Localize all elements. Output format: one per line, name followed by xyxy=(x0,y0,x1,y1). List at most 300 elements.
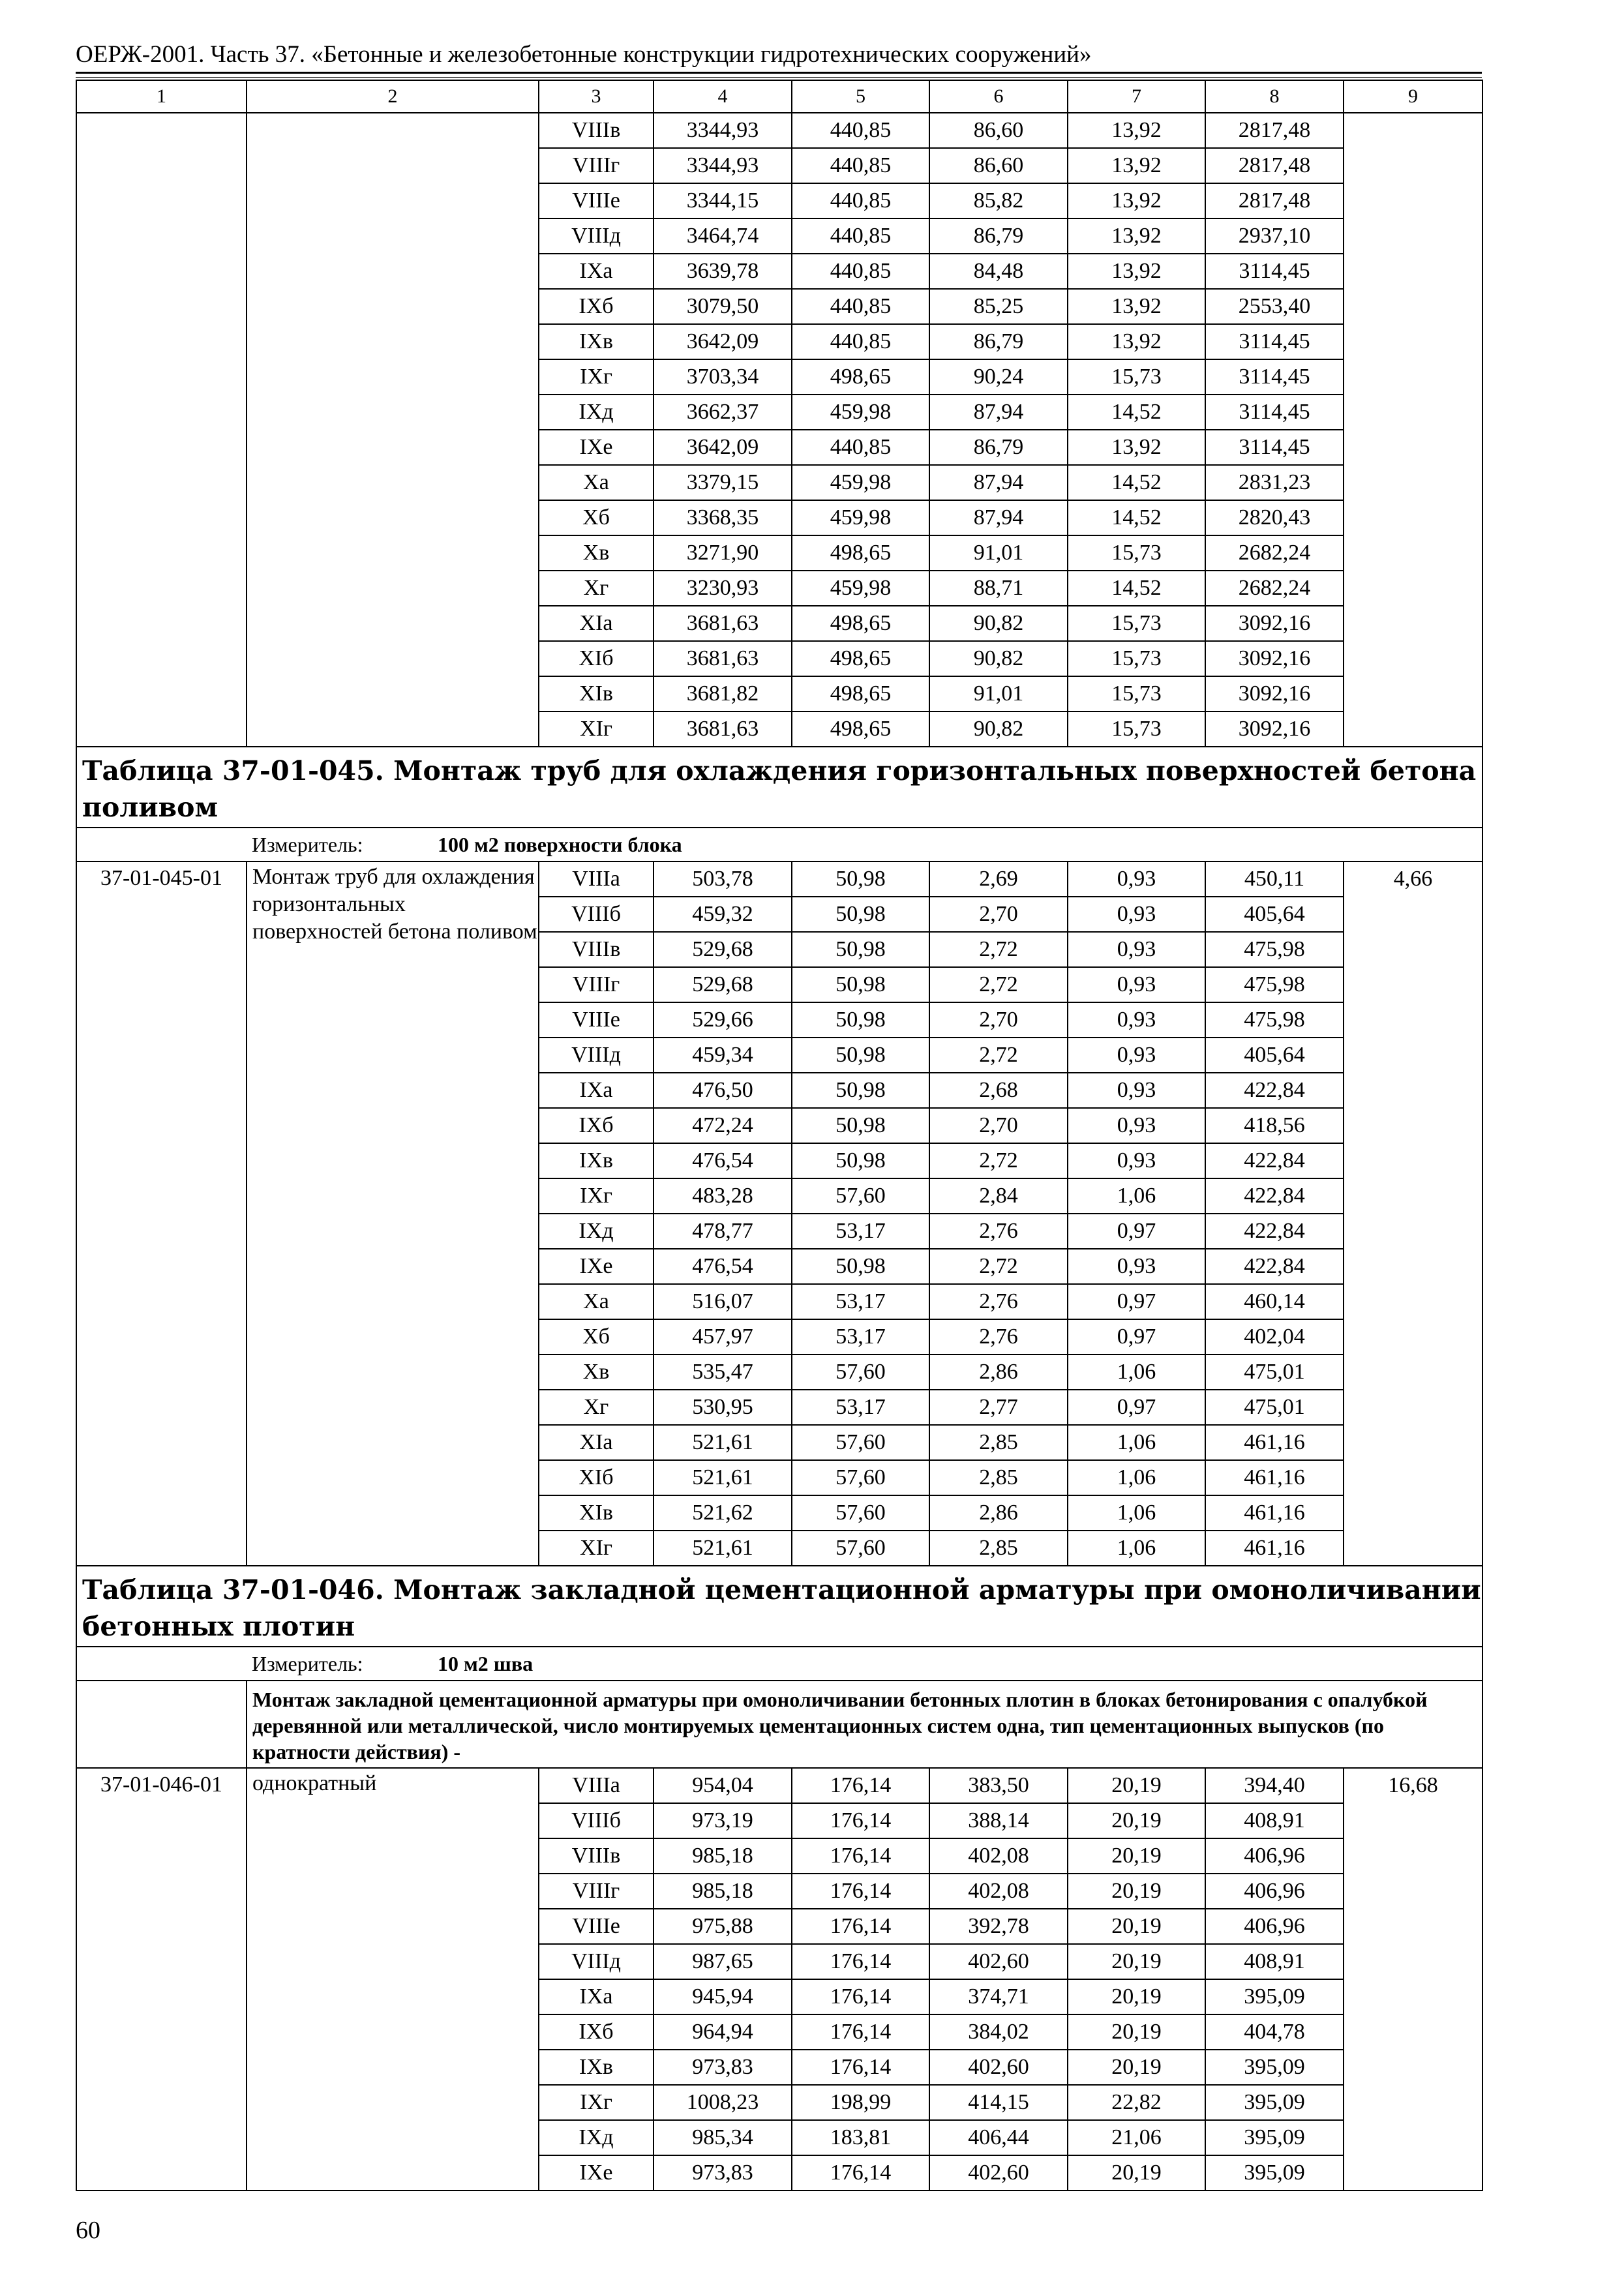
value-cell: 20,19 xyxy=(1068,2014,1205,2050)
value-cell: 395,09 xyxy=(1205,2085,1344,2120)
value-cell: 521,61 xyxy=(654,1425,792,1460)
zone-cell: VIIIб xyxy=(539,1803,654,1838)
value-cell: 404,78 xyxy=(1205,2014,1344,2050)
zone-cell: VIIIг xyxy=(539,1874,654,1909)
value-cell: 50,98 xyxy=(792,1073,929,1108)
value-cell: 50,98 xyxy=(792,861,929,897)
value-cell: 2,72 xyxy=(929,1249,1068,1284)
table-title: Таблица 37-01-045. Монтаж труб для охлаждения горизонтальных поверхностей бетона поливом xyxy=(76,747,1482,828)
value-cell: 176,14 xyxy=(792,1979,929,2014)
zone-cell: VIIIг xyxy=(539,148,654,183)
value-cell: 0,93 xyxy=(1068,932,1205,967)
value-cell: 460,14 xyxy=(1205,1284,1344,1319)
value-cell: 3681,63 xyxy=(654,606,792,641)
value-cell: 405,64 xyxy=(1205,897,1344,932)
value-cell: 3344,93 xyxy=(654,148,792,183)
value-cell: 57,60 xyxy=(792,1531,929,1566)
value-cell: 529,68 xyxy=(654,967,792,1002)
value-cell: 3271,90 xyxy=(654,535,792,571)
value-cell: 3464,74 xyxy=(654,218,792,254)
zone-cell: Xг xyxy=(539,571,654,606)
value-cell: 529,68 xyxy=(654,932,792,967)
value-cell: 3379,15 xyxy=(654,465,792,500)
value-cell: 535,47 xyxy=(654,1354,792,1390)
table-title-row xyxy=(76,1566,1482,1647)
zone-cell: IXв xyxy=(539,1143,654,1178)
value-cell: 440,85 xyxy=(792,324,929,359)
value-cell: 3662,37 xyxy=(654,395,792,430)
value-cell: 3639,78 xyxy=(654,254,792,289)
value-cell: 521,61 xyxy=(654,1460,792,1495)
zone-cell: Xг xyxy=(539,1390,654,1425)
value-cell: 498,65 xyxy=(792,711,929,747)
value-cell: 13,92 xyxy=(1068,254,1205,289)
value-cell: 395,09 xyxy=(1205,2120,1344,2155)
value-cell: 402,60 xyxy=(929,2050,1068,2085)
column-number: 9 xyxy=(1344,80,1482,113)
value-cell: 13,92 xyxy=(1068,218,1205,254)
value-cell: 3114,45 xyxy=(1205,254,1344,289)
zone-cell: IXа xyxy=(539,254,654,289)
value-cell: 0,93 xyxy=(1068,861,1205,897)
value-cell: 402,60 xyxy=(929,1944,1068,1979)
value-cell: 422,84 xyxy=(1205,1143,1344,1178)
value-cell: 2,72 xyxy=(929,1143,1068,1178)
value-cell: 50,98 xyxy=(792,1108,929,1143)
zone-cell: IXе xyxy=(539,2155,654,2191)
value-cell: 87,94 xyxy=(929,395,1068,430)
value-cell: 176,14 xyxy=(792,2155,929,2191)
zone-cell: VIIIе xyxy=(539,1909,654,1944)
value-cell: 176,14 xyxy=(792,2050,929,2085)
value-cell: 0,93 xyxy=(1068,1073,1205,1108)
value-cell: 422,84 xyxy=(1205,1073,1344,1108)
value-cell: 176,14 xyxy=(792,1944,929,1979)
value-cell: 3092,16 xyxy=(1205,606,1344,641)
value-cell: 2,70 xyxy=(929,1108,1068,1143)
value-cell: 2817,48 xyxy=(1205,113,1344,148)
zone-cell: IXв xyxy=(539,324,654,359)
value-cell: 2,72 xyxy=(929,967,1068,1002)
value-cell: 459,98 xyxy=(792,500,929,535)
value-cell: 3114,45 xyxy=(1205,395,1344,430)
header-rule-thin xyxy=(76,77,1482,78)
column-number: 6 xyxy=(929,80,1068,113)
item-name-cell: однократный xyxy=(247,1768,539,2191)
value-cell: 503,78 xyxy=(654,861,792,897)
value-cell: 973,83 xyxy=(654,2050,792,2085)
value-cell: 475,98 xyxy=(1205,967,1344,1002)
value-cell: 406,96 xyxy=(1205,1838,1344,1874)
value-cell: 15,73 xyxy=(1068,359,1205,395)
zone-cell: XIг xyxy=(539,1531,654,1566)
value-cell: 3092,16 xyxy=(1205,676,1344,711)
value-cell: 964,94 xyxy=(654,2014,792,2050)
price-table xyxy=(76,80,1483,2191)
value-cell: 84,48 xyxy=(929,254,1068,289)
value-cell: 3703,34 xyxy=(654,359,792,395)
value-cell: 91,01 xyxy=(929,676,1068,711)
value-cell: 91,01 xyxy=(929,535,1068,571)
value-cell: 176,14 xyxy=(792,1838,929,1874)
value-cell: 476,54 xyxy=(654,1249,792,1284)
col9-cell xyxy=(1344,113,1482,747)
zone-cell: Xб xyxy=(539,1319,654,1354)
measure-row xyxy=(76,828,1482,861)
page-header: ОЕРЖ-2001. Часть 37. «Бетонные и железобетонные конструкции гидротехнических сооружений» xyxy=(76,41,1092,68)
value-cell: 2553,40 xyxy=(1205,289,1344,324)
col9-cell: 4,66 xyxy=(1344,861,1482,1566)
value-cell: 15,73 xyxy=(1068,711,1205,747)
zone-cell: IXб xyxy=(539,2014,654,2050)
measure-label: Измеритель: xyxy=(252,833,363,856)
zone-cell: IXд xyxy=(539,1214,654,1249)
value-cell: 3681,63 xyxy=(654,711,792,747)
column-number: 5 xyxy=(792,80,929,113)
zone-cell: IXг xyxy=(539,359,654,395)
value-cell: 50,98 xyxy=(792,932,929,967)
value-cell: 3344,93 xyxy=(654,113,792,148)
value-cell: 383,50 xyxy=(929,1768,1068,1803)
item-name-cell: Монтаж труб для охлаждения горизонтальных поверхностей бетона поливом xyxy=(247,861,539,1566)
value-cell: 85,25 xyxy=(929,289,1068,324)
value-cell: 3368,35 xyxy=(654,500,792,535)
zone-cell: VIIIд xyxy=(539,218,654,254)
zone-cell: XIв xyxy=(539,676,654,711)
value-cell: 57,60 xyxy=(792,1425,929,1460)
value-cell: 476,54 xyxy=(654,1143,792,1178)
value-cell: 198,99 xyxy=(792,2085,929,2120)
value-cell: 395,09 xyxy=(1205,2050,1344,2085)
value-cell: 14,52 xyxy=(1068,571,1205,606)
zone-cell: Xв xyxy=(539,535,654,571)
value-cell: 3092,16 xyxy=(1205,641,1344,676)
value-cell: 3092,16 xyxy=(1205,711,1344,747)
zone-cell: VIIIв xyxy=(539,1838,654,1874)
value-cell: 2,76 xyxy=(929,1214,1068,1249)
value-cell: 478,77 xyxy=(654,1214,792,1249)
value-cell: 459,98 xyxy=(792,465,929,500)
value-cell: 3681,82 xyxy=(654,676,792,711)
value-cell: 176,14 xyxy=(792,1874,929,1909)
value-cell: 394,40 xyxy=(1205,1768,1344,1803)
value-cell: 20,19 xyxy=(1068,1909,1205,1944)
value-cell: 2,77 xyxy=(929,1390,1068,1425)
value-cell: 1,06 xyxy=(1068,1460,1205,1495)
zone-cell: XIб xyxy=(539,641,654,676)
value-cell: 20,19 xyxy=(1068,1979,1205,2014)
value-cell: 954,04 xyxy=(654,1768,792,1803)
value-cell: 13,92 xyxy=(1068,113,1205,148)
value-cell: 2682,24 xyxy=(1205,535,1344,571)
zone-cell: VIIIб xyxy=(539,897,654,932)
value-cell: 440,85 xyxy=(792,183,929,218)
zone-cell: VIIIд xyxy=(539,1038,654,1073)
value-cell: 973,83 xyxy=(654,2155,792,2191)
value-cell: 388,14 xyxy=(929,1803,1068,1838)
value-cell: 402,04 xyxy=(1205,1319,1344,1354)
table-row xyxy=(76,861,1482,897)
item-code-cell: 37-01-045-01 xyxy=(76,861,247,1566)
value-cell: 945,94 xyxy=(654,1979,792,2014)
zone-cell: IXа xyxy=(539,1979,654,2014)
zone-cell: IXв xyxy=(539,2050,654,2085)
value-cell: 90,82 xyxy=(929,641,1068,676)
value-cell: 90,24 xyxy=(929,359,1068,395)
value-cell: 498,65 xyxy=(792,535,929,571)
value-cell: 402,60 xyxy=(929,2155,1068,2191)
value-cell: 14,52 xyxy=(1068,465,1205,500)
value-cell: 374,71 xyxy=(929,1979,1068,2014)
value-cell: 2,85 xyxy=(929,1460,1068,1495)
zone-cell: IXд xyxy=(539,2120,654,2155)
value-cell: 20,19 xyxy=(1068,2050,1205,2085)
value-cell: 985,34 xyxy=(654,2120,792,2155)
value-cell: 50,98 xyxy=(792,1038,929,1073)
value-cell: 1008,23 xyxy=(654,2085,792,2120)
value-cell: 86,79 xyxy=(929,324,1068,359)
value-cell: 461,16 xyxy=(1205,1495,1344,1531)
zone-cell: IXб xyxy=(539,1108,654,1143)
table-title-row xyxy=(76,747,1482,828)
zone-cell: VIIIв xyxy=(539,113,654,148)
value-cell: 176,14 xyxy=(792,2014,929,2050)
header-rule xyxy=(76,72,1482,74)
value-cell: 1,06 xyxy=(1068,1178,1205,1214)
value-cell: 176,14 xyxy=(792,1909,929,1944)
zone-cell: IXе xyxy=(539,1249,654,1284)
value-cell: 440,85 xyxy=(792,430,929,465)
value-cell: 0,93 xyxy=(1068,1249,1205,1284)
zone-cell: IXе xyxy=(539,430,654,465)
value-cell: 53,17 xyxy=(792,1214,929,1249)
value-cell: 2,70 xyxy=(929,897,1068,932)
value-cell: 3344,15 xyxy=(654,183,792,218)
value-cell: 459,34 xyxy=(654,1038,792,1073)
value-cell: 2,70 xyxy=(929,1002,1068,1038)
value-cell: 15,73 xyxy=(1068,535,1205,571)
value-cell: 3114,45 xyxy=(1205,430,1344,465)
value-cell: 3114,45 xyxy=(1205,324,1344,359)
value-cell: 90,82 xyxy=(929,711,1068,747)
value-cell: 408,91 xyxy=(1205,1944,1344,1979)
value-cell: 0,93 xyxy=(1068,1002,1205,1038)
value-cell: 50,98 xyxy=(792,1249,929,1284)
value-cell: 418,56 xyxy=(1205,1108,1344,1143)
zone-cell: Xб xyxy=(539,500,654,535)
value-cell: 21,06 xyxy=(1068,2120,1205,2155)
value-cell: 90,82 xyxy=(929,606,1068,641)
value-cell: 975,88 xyxy=(654,1909,792,1944)
value-cell: 521,61 xyxy=(654,1531,792,1566)
zone-cell: XIв xyxy=(539,1495,654,1531)
value-cell: 1,06 xyxy=(1068,1354,1205,1390)
column-number: 2 xyxy=(247,80,539,113)
value-cell: 422,84 xyxy=(1205,1214,1344,1249)
value-cell: 2831,23 xyxy=(1205,465,1344,500)
value-cell: 0,93 xyxy=(1068,1038,1205,1073)
value-cell: 1,06 xyxy=(1068,1531,1205,1566)
value-cell: 384,02 xyxy=(929,2014,1068,2050)
zone-cell: Xа xyxy=(539,465,654,500)
value-cell: 392,78 xyxy=(929,1909,1068,1944)
value-cell: 395,09 xyxy=(1205,1979,1344,2014)
value-cell: 529,66 xyxy=(654,1002,792,1038)
column-number: 3 xyxy=(539,80,654,113)
value-cell: 2,76 xyxy=(929,1319,1068,1354)
value-cell: 0,97 xyxy=(1068,1214,1205,1249)
value-cell: 15,73 xyxy=(1068,641,1205,676)
table-row xyxy=(76,1768,1482,1803)
zone-cell: Xв xyxy=(539,1354,654,1390)
value-cell: 459,32 xyxy=(654,897,792,932)
col9-cell: 16,68 xyxy=(1344,1768,1482,2191)
value-cell: 440,85 xyxy=(792,113,929,148)
value-cell: 459,98 xyxy=(792,571,929,606)
table-row xyxy=(76,113,1482,148)
value-cell: 530,95 xyxy=(654,1390,792,1425)
measure-cell xyxy=(76,828,1482,861)
value-cell: 87,94 xyxy=(929,500,1068,535)
value-cell: 498,65 xyxy=(792,676,929,711)
zone-cell: XIа xyxy=(539,1425,654,1460)
value-cell: 87,94 xyxy=(929,465,1068,500)
value-cell: 20,19 xyxy=(1068,1803,1205,1838)
value-cell: 2682,24 xyxy=(1205,571,1344,606)
value-cell: 22,82 xyxy=(1068,2085,1205,2120)
value-cell: 14,52 xyxy=(1068,500,1205,535)
value-cell: 2,85 xyxy=(929,1531,1068,1566)
value-cell: 13,92 xyxy=(1068,289,1205,324)
value-cell: 13,92 xyxy=(1068,183,1205,218)
value-cell: 402,08 xyxy=(929,1874,1068,1909)
value-cell: 53,17 xyxy=(792,1390,929,1425)
section-row xyxy=(76,1681,1482,1768)
column-number: 8 xyxy=(1205,80,1344,113)
value-cell: 2,76 xyxy=(929,1284,1068,1319)
value-cell: 472,24 xyxy=(654,1108,792,1143)
value-cell: 15,73 xyxy=(1068,606,1205,641)
zone-cell: XIб xyxy=(539,1460,654,1495)
value-cell: 1,06 xyxy=(1068,1425,1205,1460)
item-code-cell: 37-01-046-01 xyxy=(76,1768,247,2191)
value-cell: 2937,10 xyxy=(1205,218,1344,254)
value-cell: 86,60 xyxy=(929,113,1068,148)
measure-label: Измеритель: xyxy=(252,1652,363,1675)
value-cell: 176,14 xyxy=(792,1768,929,1803)
value-cell: 406,96 xyxy=(1205,1909,1344,1944)
zone-cell: IXд xyxy=(539,395,654,430)
item-code-cell xyxy=(76,113,247,747)
value-cell: 2,72 xyxy=(929,932,1068,967)
value-cell: 15,73 xyxy=(1068,676,1205,711)
value-cell: 483,28 xyxy=(654,1178,792,1214)
value-cell: 2,84 xyxy=(929,1178,1068,1214)
value-cell: 20,19 xyxy=(1068,1768,1205,1803)
value-cell: 2,69 xyxy=(929,861,1068,897)
value-cell: 57,60 xyxy=(792,1460,929,1495)
value-cell: 402,08 xyxy=(929,1838,1068,1874)
value-cell: 13,92 xyxy=(1068,430,1205,465)
value-cell: 459,98 xyxy=(792,395,929,430)
value-cell: 3114,45 xyxy=(1205,359,1344,395)
value-cell: 498,65 xyxy=(792,359,929,395)
item-name-cell xyxy=(247,113,539,747)
value-cell: 440,85 xyxy=(792,218,929,254)
value-cell: 53,17 xyxy=(792,1319,929,1354)
value-cell: 1,06 xyxy=(1068,1495,1205,1531)
zone-cell: Xа xyxy=(539,1284,654,1319)
value-cell: 50,98 xyxy=(792,967,929,1002)
value-cell: 3681,63 xyxy=(654,641,792,676)
zone-cell: VIIIа xyxy=(539,861,654,897)
value-cell: 88,71 xyxy=(929,571,1068,606)
value-cell: 20,19 xyxy=(1068,1944,1205,1979)
value-cell: 0,97 xyxy=(1068,1284,1205,1319)
value-cell: 2,86 xyxy=(929,1495,1068,1531)
value-cell: 406,44 xyxy=(929,2120,1068,2155)
value-cell: 57,60 xyxy=(792,1495,929,1531)
value-cell: 973,19 xyxy=(654,1803,792,1838)
value-cell: 476,50 xyxy=(654,1073,792,1108)
value-cell: 440,85 xyxy=(792,254,929,289)
value-cell: 57,60 xyxy=(792,1354,929,1390)
value-cell: 20,19 xyxy=(1068,1838,1205,1874)
value-cell: 987,65 xyxy=(654,1944,792,1979)
value-cell: 2,86 xyxy=(929,1354,1068,1390)
column-number: 4 xyxy=(654,80,792,113)
value-cell: 20,19 xyxy=(1068,2155,1205,2191)
zone-cell: VIIIв xyxy=(539,932,654,967)
value-cell: 516,07 xyxy=(654,1284,792,1319)
value-cell: 2817,48 xyxy=(1205,148,1344,183)
zone-cell: VIIIд xyxy=(539,1944,654,1979)
section-blank xyxy=(76,1681,247,1768)
zone-cell: XIг xyxy=(539,711,654,747)
measure-value: 10 м2 шва xyxy=(438,1652,534,1675)
value-cell: 985,18 xyxy=(654,1874,792,1909)
zone-cell: VIIIа xyxy=(539,1768,654,1803)
value-cell: 406,96 xyxy=(1205,1874,1344,1909)
value-cell: 2820,43 xyxy=(1205,500,1344,535)
value-cell: 405,64 xyxy=(1205,1038,1344,1073)
value-cell: 985,18 xyxy=(654,1838,792,1874)
value-cell: 440,85 xyxy=(792,289,929,324)
column-number: 1 xyxy=(76,80,247,113)
value-cell: 2817,48 xyxy=(1205,183,1344,218)
zone-cell: IXг xyxy=(539,2085,654,2120)
value-cell: 475,01 xyxy=(1205,1354,1344,1390)
value-cell: 57,60 xyxy=(792,1178,929,1214)
value-cell: 440,85 xyxy=(792,148,929,183)
value-cell: 3230,93 xyxy=(654,571,792,606)
zone-cell: IXб xyxy=(539,289,654,324)
value-cell: 3079,50 xyxy=(654,289,792,324)
value-cell: 414,15 xyxy=(929,2085,1068,2120)
zone-cell: IXа xyxy=(539,1073,654,1108)
value-cell: 14,52 xyxy=(1068,395,1205,430)
value-cell: 461,16 xyxy=(1205,1425,1344,1460)
value-cell: 461,16 xyxy=(1205,1460,1344,1495)
value-cell: 408,91 xyxy=(1205,1803,1344,1838)
value-cell: 475,01 xyxy=(1205,1390,1344,1425)
measure-cell xyxy=(76,1647,1482,1681)
value-cell: 0,93 xyxy=(1068,1143,1205,1178)
value-cell: 86,79 xyxy=(929,218,1068,254)
zone-cell: VIIIе xyxy=(539,1002,654,1038)
page-number: 60 xyxy=(76,2217,100,2244)
section-description: Монтаж закладной цементационной арматуры при омоноличивании бетонных плотин в блоках бетонирования с опалубкой деревянной или металлической, число монтируемых цементационных систем одна, тип цементационных выпусков (по кратности действия) - xyxy=(247,1681,1482,1768)
